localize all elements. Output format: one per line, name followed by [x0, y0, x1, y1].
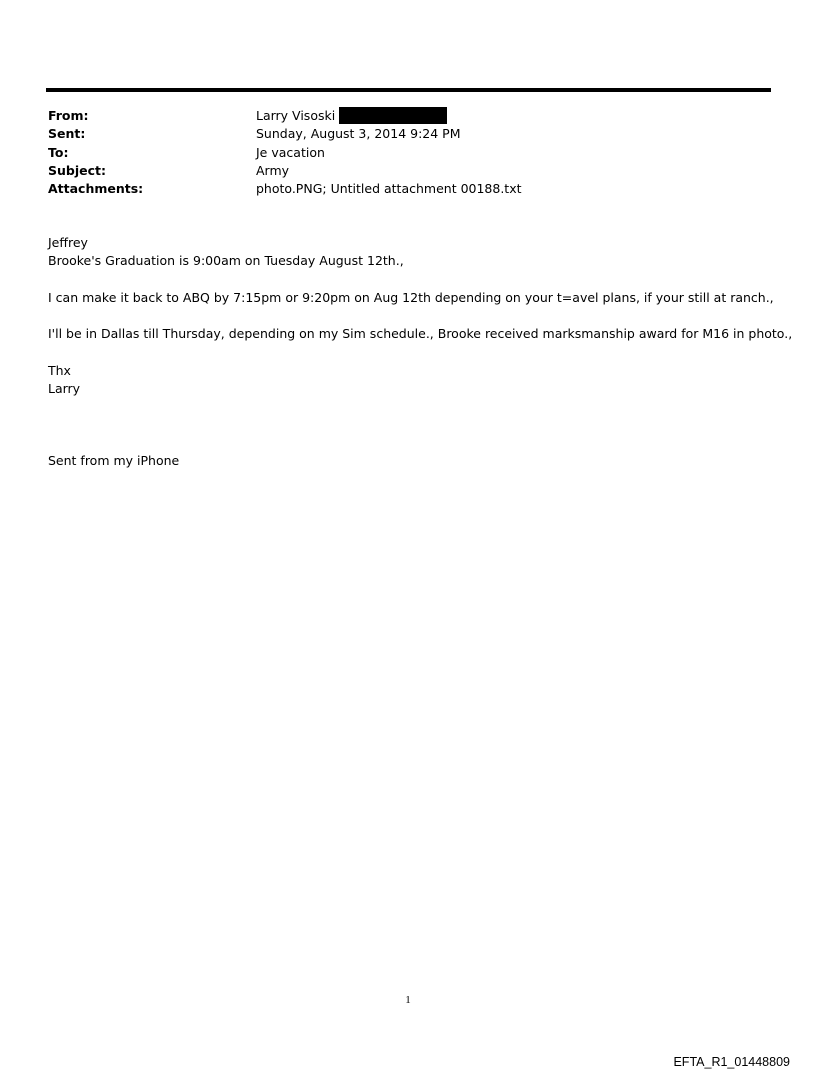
from-value: Larry Visoski: [256, 108, 336, 123]
document-id: EFTA_R1_01448809: [673, 1055, 790, 1069]
subject-row: [48, 162, 522, 180]
greeting: Jeffrey: [48, 235, 88, 250]
redaction-box: [339, 107, 447, 124]
page-number: 1: [405, 994, 411, 1006]
attachments-label: Attachments:: [48, 181, 144, 197]
from-row: [48, 107, 522, 125]
attachments-value: photo.PNG; Untitled attachment 00188.txt: [256, 181, 522, 197]
header-rule: [46, 88, 771, 92]
sent-label: Sent:: [48, 126, 86, 142]
to-value: Je vacation: [256, 144, 325, 160]
body-paragraph-travel: I can make it back to ABQ by 7:15pm or 9:20pm on Aug 12th depending on your t=avel plans, if your still at ranch.,: [48, 289, 774, 305]
to-label: To:: [48, 144, 69, 160]
signature: Larry: [48, 381, 81, 397]
sent-value: Sunday, August 3, 2014 9:24 PM: [256, 126, 461, 142]
subject-value: Army: [256, 162, 290, 178]
sent-from-footer: Sent from my iPhone: [48, 452, 180, 468]
attachments-row: [48, 180, 522, 198]
email-body: [48, 234, 793, 470]
email-header: [48, 107, 522, 198]
subject-label: Subject:: [48, 162, 106, 178]
sent-row: [48, 125, 522, 143]
to-row: [48, 144, 522, 162]
body-line-graduation: Brooke's Graduation is 9:00am on Tuesday August 12th.,: [48, 253, 404, 269]
body-paragraph-dallas: I'll be in Dallas till Thursday, depending on my Sim schedule., Brooke received marksmanship award for M16 in photo.,: [48, 326, 793, 342]
from-label: From:: [48, 108, 89, 123]
closing-thanks: Thx: [48, 363, 71, 379]
